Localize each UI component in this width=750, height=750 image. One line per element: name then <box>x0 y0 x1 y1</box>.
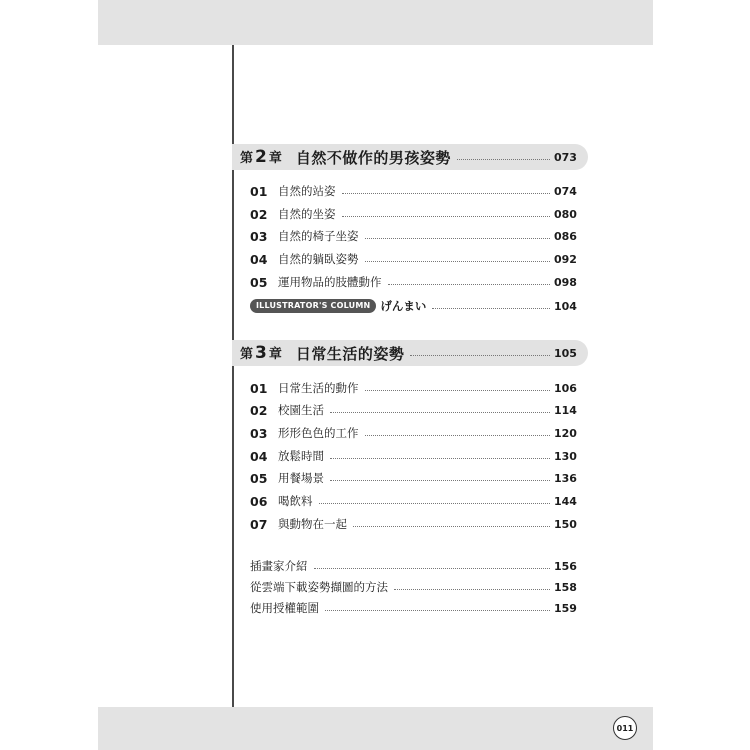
dot-leader <box>365 261 551 262</box>
chapter-3-heading[interactable] <box>232 340 588 366</box>
appendix-entry[interactable] <box>250 557 576 575</box>
entry-title: げんまい <box>380 299 427 313</box>
entry-title: 插畫家介紹 <box>250 559 308 573</box>
dot-leader <box>388 284 551 285</box>
entry-page: 104 <box>554 299 577 313</box>
entry-page: 144 <box>554 494 577 508</box>
dot-leader <box>457 159 550 160</box>
chapter-2-heading[interactable] <box>232 144 588 170</box>
toc-entry[interactable] <box>250 379 576 397</box>
entry-page: 080 <box>554 207 577 221</box>
entry-number: 01 <box>250 380 268 396</box>
dot-leader <box>330 480 550 481</box>
entry-number: 04 <box>250 448 268 464</box>
chapter-page: 105 <box>554 346 577 360</box>
dot-leader <box>410 355 550 356</box>
entry-number: 02 <box>250 402 268 418</box>
toc-entry[interactable] <box>250 424 576 442</box>
entry-title: 自然的站姿 <box>278 184 336 198</box>
dot-leader <box>394 589 550 590</box>
entry-number: 03 <box>250 228 268 244</box>
dot-leader <box>342 216 551 217</box>
chapter-label: 第 2 章 <box>240 147 282 167</box>
entry-title: 形形色色的工作 <box>278 426 359 440</box>
chapter-page: 073 <box>554 150 577 164</box>
toc-entry[interactable] <box>250 205 576 223</box>
entry-page: 074 <box>554 184 577 198</box>
toc-entry[interactable] <box>250 515 576 533</box>
toc-entry[interactable] <box>250 492 576 510</box>
entry-number: 05 <box>250 470 268 486</box>
toc-entry[interactable] <box>250 447 576 465</box>
entry-title: 日常生活的動作 <box>278 381 359 395</box>
dot-leader <box>432 308 550 309</box>
toc-entry[interactable] <box>250 273 576 291</box>
entry-number: 04 <box>250 251 268 267</box>
entry-number: 03 <box>250 425 268 441</box>
chapter-number: 2 <box>255 147 267 167</box>
entry-page: 092 <box>554 252 577 266</box>
entry-number: 05 <box>250 274 268 290</box>
entry-page: 158 <box>554 580 577 594</box>
dot-leader <box>365 390 551 391</box>
entry-page: 120 <box>554 426 577 440</box>
dot-leader <box>325 610 550 611</box>
illustrator-column-badge: ILLUSTRATOR'S COLUMN <box>250 299 376 313</box>
dot-leader <box>319 503 551 504</box>
entry-page: 098 <box>554 275 577 289</box>
appendix-entry[interactable] <box>250 578 576 596</box>
entry-page: 156 <box>554 559 577 573</box>
entry-page: 130 <box>554 449 577 463</box>
chapter-number: 3 <box>255 343 267 363</box>
entry-title: 使用授權範圍 <box>250 601 319 615</box>
toc-entry[interactable] <box>250 250 576 268</box>
entry-page: 159 <box>554 601 577 615</box>
dot-leader <box>314 568 551 569</box>
dot-leader <box>365 238 551 239</box>
entry-page: 150 <box>554 517 577 531</box>
entry-title: 用餐場景 <box>278 471 324 485</box>
entry-page: 106 <box>554 381 577 395</box>
chapter-title: 自然不做作的男孩姿勢 <box>295 148 451 167</box>
toc-entry[interactable] <box>250 401 576 419</box>
toc-entry[interactable] <box>250 182 576 200</box>
entry-page: 136 <box>554 471 577 485</box>
entry-title: 從雲端下載姿勢擷圖的方法 <box>250 580 388 594</box>
dot-leader <box>353 526 550 527</box>
entry-title: 運用物品的肢體動作 <box>278 275 382 289</box>
entry-page: 114 <box>554 403 577 417</box>
entry-number: 06 <box>250 493 268 509</box>
chapter-label: 第 3 章 <box>240 343 282 363</box>
dot-leader <box>342 193 551 194</box>
entry-title: 自然的躺臥姿勢 <box>278 252 359 266</box>
entry-title: 自然的椅子坐姿 <box>278 229 359 243</box>
entry-number: 02 <box>250 206 268 222</box>
entry-title: 放鬆時間 <box>278 449 324 463</box>
page-number: 011 <box>613 716 637 740</box>
entry-title: 喝飲料 <box>278 494 313 508</box>
appendix-entry[interactable] <box>250 599 576 617</box>
toc-entry[interactable] <box>250 469 576 487</box>
chapter-title: 日常生活的姿勢 <box>295 344 405 363</box>
illustrator-column-entry[interactable] <box>250 297 576 315</box>
top-margin-band <box>98 0 653 45</box>
dot-leader <box>330 458 550 459</box>
entry-title: 與動物在一起 <box>278 517 347 531</box>
dot-leader <box>365 435 551 436</box>
entry-number: 07 <box>250 516 268 532</box>
bottom-margin-band <box>98 707 653 750</box>
entry-number: 01 <box>250 183 268 199</box>
entry-title: 校園生活 <box>278 403 324 417</box>
entry-title: 自然的坐姿 <box>278 207 336 221</box>
toc-entry[interactable] <box>250 227 576 245</box>
entry-page: 086 <box>554 229 577 243</box>
dot-leader <box>330 412 550 413</box>
